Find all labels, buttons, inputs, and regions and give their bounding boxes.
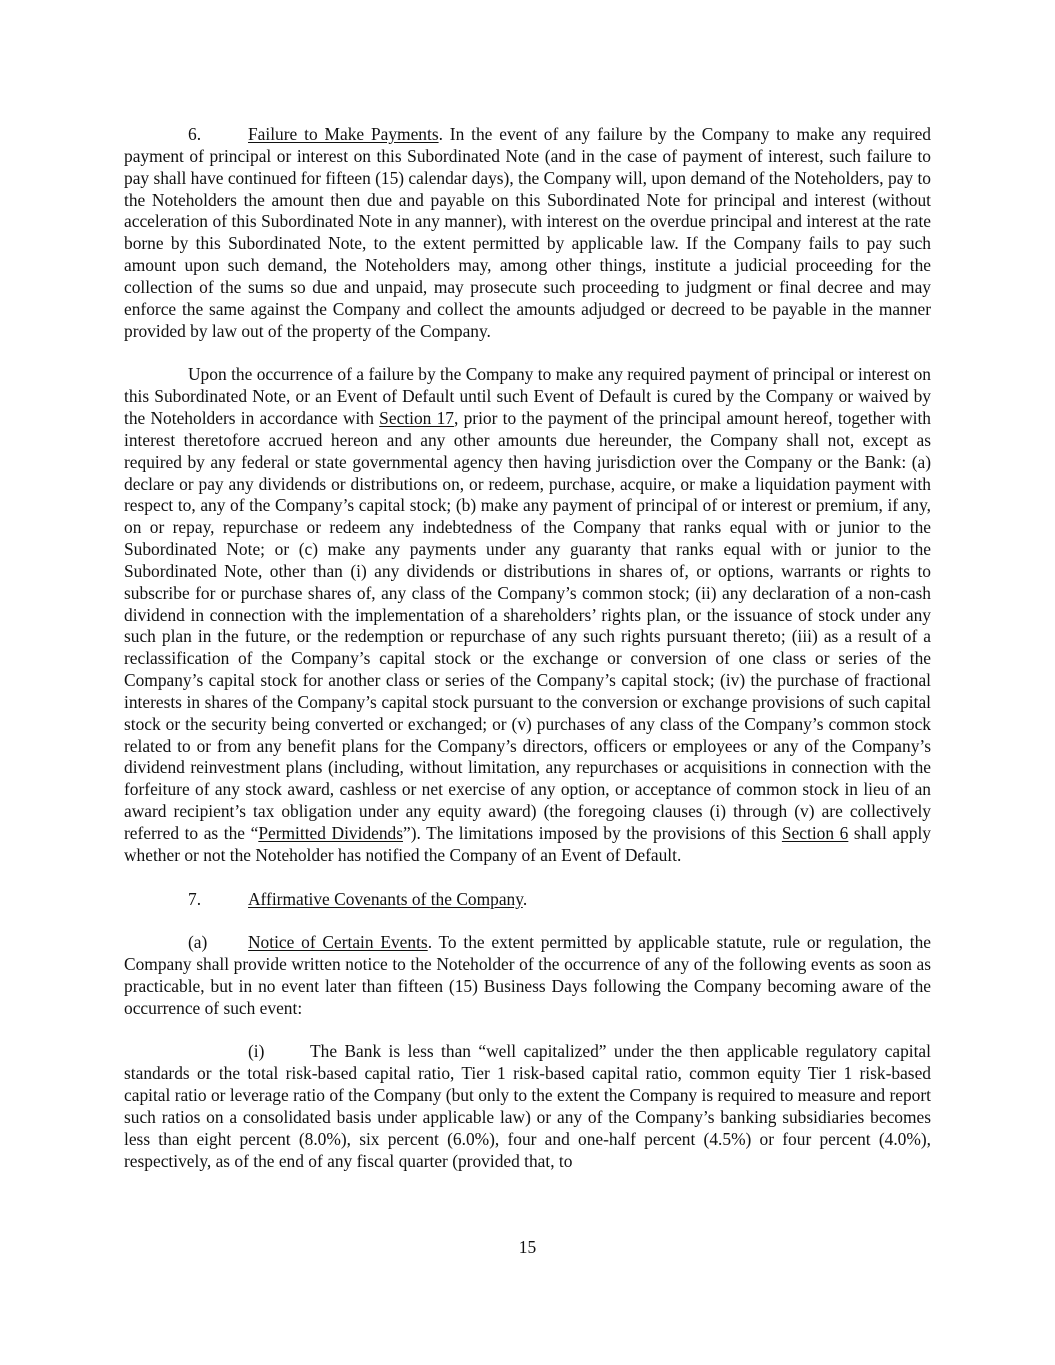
section-6-restrictions-paragraph [124,364,931,866]
paragraph-gap [124,867,931,889]
section-6-heading: Failure to Make Payments [248,124,439,144]
section-17-reference: Section 17 [379,407,454,428]
section-6-reference: Section 6 [781,823,849,843]
section-7a-i-text: The Bank is less than “well capitalized” under the then applicable regulatory capital standards or the total risk-based capital ratio, Tier 1 risk-based capital ratio, common equity Tier 1 risk-based capital ratio or leverage ratio of the Company (but only to the extent the Company is required to measure and report such ratios on a consolidated basis under applicable law) or any of the Company’s banking subsidiaries becomes less than eight percent (8.0%), six percent (6.0%), four and one-half percent (4.5%) or four percent (4.0%), respectively, as of the end of any fiscal quarter (provided that, to [124,1041,931,1171]
section-7a-i-paragraph [124,1041,931,1172]
paragraph-gap [124,910,931,932]
section-7-heading-line [124,889,931,911]
section-7a-text: . To the extent permitted by applicable statute, rule or regulation, the Company shall provide written notice to the Noteholder of the occurrence of any of the following events as soon as practicable, but in no event later than fifteen (15) Business Days following the Company becoming aware of the occurrence of such event: [124,932,931,1018]
restrictions-text-d: shall apply whether or not the Noteholder has notified the Company of an Event of Default. [124,823,931,865]
restrictions-text-a: Upon the occurrence of a failure by the Company to make any required payment of principal or interest on this Subordinated Note, or an Event of Default until such Event of Default is cured by the Company or waived by the Noteholders in accordance with [124,364,931,428]
restrictions-text-c: ”). The limitations imposed by the provisions of this [403,823,782,843]
section-7a-i-number: (i) [248,1041,265,1062]
paragraph-gap [124,1020,931,1042]
permitted-dividends-term: Permitted Dividends [258,823,404,843]
paragraph-gap [124,342,931,364]
section-7-number: 7. [188,888,202,909]
section-6-text: . In the event of any failure by the Company to make any required payment of principal or interest on this Subordinated Note (and in the case of payment of interest, such failure to pay shall have continued for fifteen (15) calendar days), the Company will, upon demand of the Noteholders, pay to the Noteholders the amount then due and payable on this Subordinated Note for principal and interest (without acceleration of this Subordinated Note in any manner), with interest on the overdue principal and interest at the rate borne by this Subordinated Note, to the extent permitted by applicable law. If the Company fails to pay such amount upon such demand, the Noteholders may, among other things, institute a judicial proceeding for the collection of the sums so due and unpaid, may prosecute such proceeding to judgment or final decree and may enforce the same against the Company and collect the amounts adjudged or decreed to be payable in the manner provided by law out of the property of the Company. [124,124,931,341]
section-6-number: 6. [188,124,202,144]
restrictions-text-b: , prior to the payment of the principal amount hereof, together with interest theretofore accrued hereon and any other amounts due hereunder, the Company shall not, except as required by any federal or state governmental agency then having jurisdiction over the Company or the Bank: (a) declare or pay any dividends or distributions on, or redeem, purchase, acquire, or make a liquidation payment with respect to, any of the Company’s capital stock; (b) make any payment of principal of or interest or premium, if any, on or repay, repurchase or redeem any indebtedness of the Company that ranks equal with or junior to the Subordinated Note; or (c) make any payments under any guaranty that ranks equal with or junior to the Subordinated Note, other than (i) any dividends or distributions in shares of, or options, warrants or rights to subscribe for or purchase shares of, any class of the Company’s common stock; (ii) any declaration of a non-cash dividend in connection with the implementation of a shareholders’ rights plan, or the issuance of stock under any such plan in the future, or the redemption or repurchase of any such rights pursuant thereto; (iii) as a result of a reclassification of the Company’s capital stock or the exchange or conversion of one class or series of the Company’s capital stock for another class or series of the Company’s capital stock; (iv) the purchase of fractional interests in shares of the Company’s capital stock pursuant to the conversion or exchange provisions of such capital stock or the security being converted or exchanged; or (v) purchases of any class of the Company’s common stock related to or from any benefit plans for the Company’s directors, officers or employees or any of the Company’s dividend reinvestment plans (including, without limitation, any repurchases or acquisitions in connection with the forfeiture of any stock award, cashless or net exercise of any option, or acceptance of common stock in lieu of an award recipient’s tax obligation under any equity award) (the foregoing clauses (i) through (v) are collectively referred to as the “ [124,407,931,843]
section-7a-number: (a) [188,932,208,953]
section-7a-heading: Notice of Certain Events [248,932,428,953]
section-7-heading: Affirmative Covenants of the Company [248,888,523,909]
section-7a-paragraph [124,932,931,1019]
section-7-heading-period: . [522,888,528,909]
section-6-paragraph [124,124,931,342]
document-page [124,124,931,1173]
page-number: 15 [518,1237,537,1257]
